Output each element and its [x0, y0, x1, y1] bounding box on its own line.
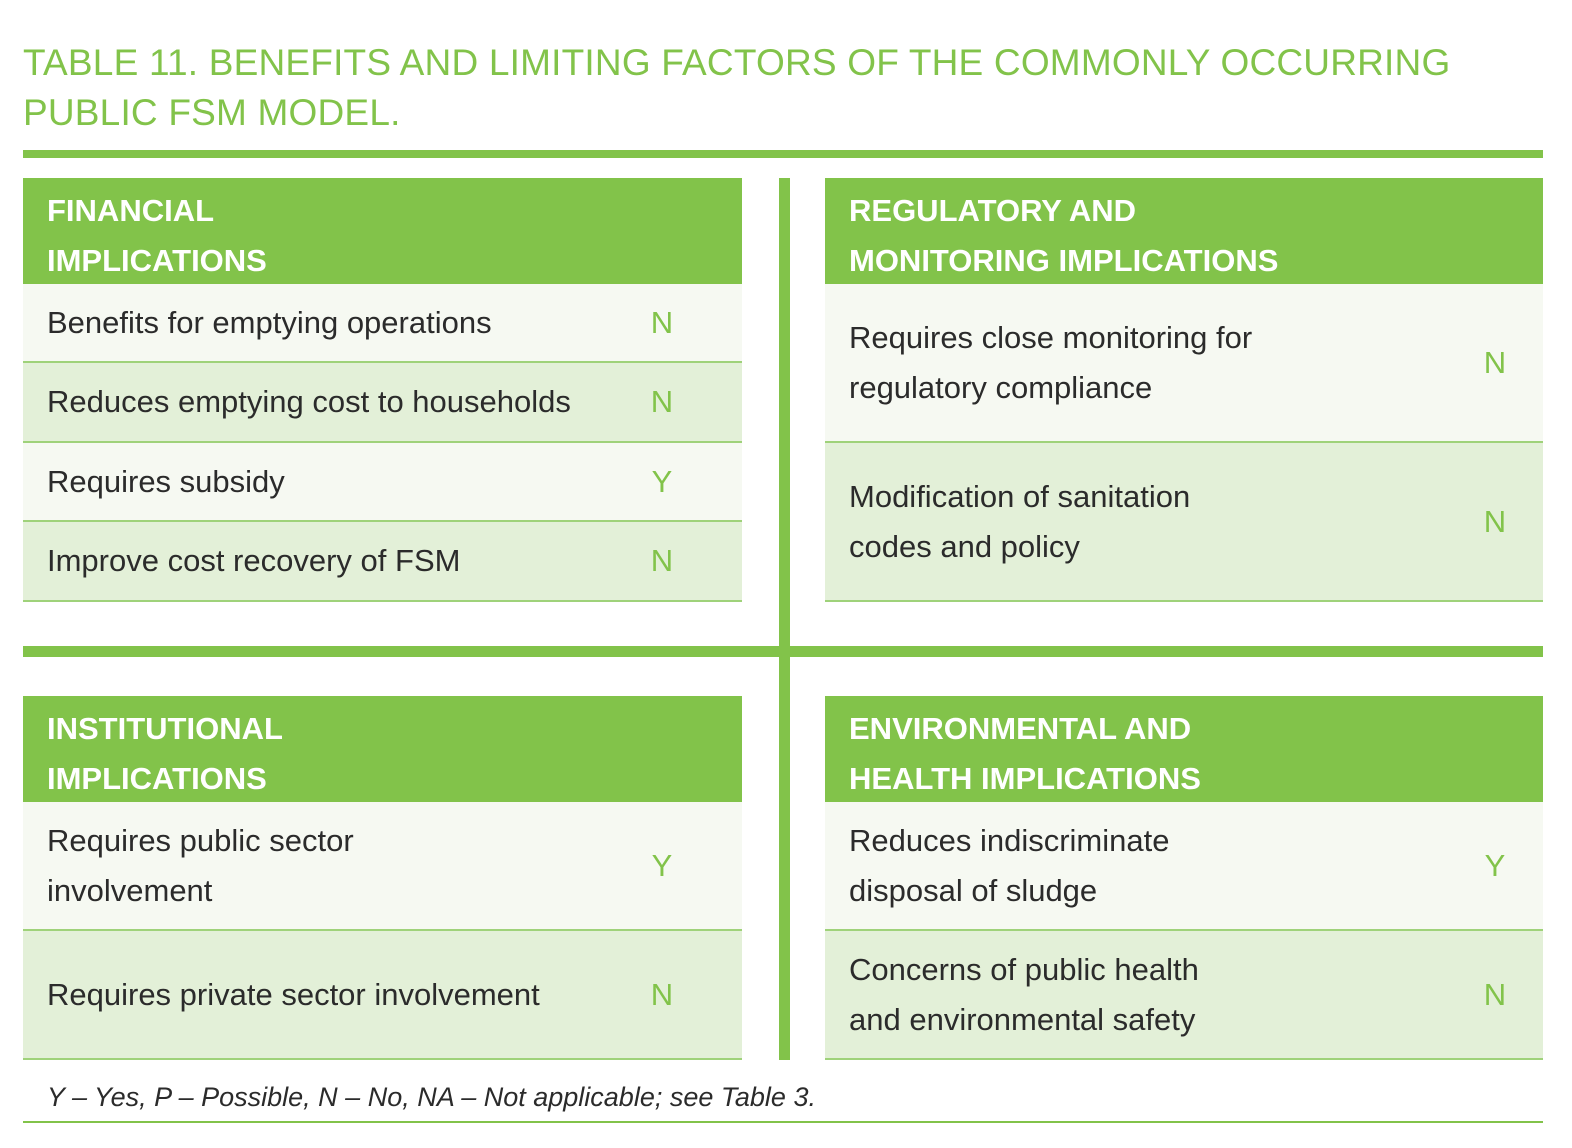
- middle-divider: [23, 646, 1543, 657]
- row-label-line-2: and environmental safety: [849, 1001, 1196, 1037]
- row-label: [23, 816, 614, 916]
- table-row: [23, 443, 742, 522]
- table-row: [23, 802, 742, 931]
- row-label: [825, 945, 1447, 1045]
- table-row: [825, 931, 1543, 1060]
- row-label: Improve cost recovery of FSM: [47, 543, 461, 578]
- row-label: Requires private sector involvement: [47, 976, 540, 1012]
- vertical-divider: [779, 178, 790, 1060]
- row-label-line-1: Modification of sanitation: [849, 478, 1191, 514]
- row-value: N: [1483, 976, 1507, 1012]
- row-label-line-1: Concerns of public health: [849, 951, 1199, 987]
- row-value: Y: [1484, 847, 1506, 883]
- table-row: [23, 931, 742, 1060]
- section-header: [23, 178, 742, 284]
- row-label: [825, 472, 1447, 572]
- row-label: [825, 816, 1447, 916]
- bottom-divider: [23, 1121, 1543, 1123]
- table-title-line-1: TABLE 11. BENEFITS AND LIMITING FACTORS OF THE COMMONLY OCCURRING: [23, 42, 1451, 83]
- section-header: [825, 696, 1543, 802]
- row-value: Y: [651, 847, 673, 883]
- row-label-line-1: Requires public sector: [47, 822, 354, 858]
- section-header-line-1: REGULATORY AND: [849, 193, 1137, 228]
- top-divider: [23, 150, 1543, 158]
- row-label: [825, 313, 1447, 413]
- section-institutional: [23, 696, 742, 1060]
- row-label-line-2: regulatory compliance: [849, 369, 1153, 405]
- row-value: N: [1483, 344, 1507, 380]
- table-row: [825, 284, 1543, 443]
- section-header-line-1: FINANCIAL: [47, 193, 215, 228]
- row-value: N: [650, 976, 674, 1012]
- section-regulatory: [825, 178, 1543, 602]
- table-row: [23, 363, 742, 443]
- row-value: N: [650, 304, 674, 340]
- section-header-line-2: MONITORING IMPLICATIONS: [849, 243, 1279, 278]
- footnote: Y – Yes, P – Possible, N – No, NA – Not applicable; see Table 3.: [47, 1082, 816, 1112]
- row-value: N: [1483, 503, 1507, 539]
- row-value: N: [650, 543, 674, 578]
- row-value: N: [650, 384, 674, 419]
- row-label-line-2: involvement: [47, 872, 213, 908]
- row-label: Requires subsidy: [47, 463, 285, 499]
- table-title-line-2: PUBLIC FSM MODEL.: [23, 92, 401, 133]
- section-header-line-2: IMPLICATIONS: [47, 761, 267, 796]
- row-label-line-1: Reduces indiscriminate: [849, 822, 1170, 858]
- table-row: [825, 802, 1543, 931]
- row-value: Y: [651, 463, 673, 499]
- section-financial: [23, 178, 742, 602]
- row-label: Reduces emptying cost to households: [47, 384, 571, 419]
- row-label: Benefits for emptying operations: [47, 304, 492, 340]
- row-label-line-2: codes and policy: [849, 528, 1080, 564]
- section-header-line-1: INSTITUTIONAL: [47, 711, 283, 746]
- section-header-line-2: HEALTH IMPLICATIONS: [849, 761, 1201, 796]
- table-row: [825, 443, 1543, 602]
- section-header: [825, 178, 1543, 284]
- section-environmental: [825, 696, 1543, 1060]
- table-title: [23, 38, 1523, 138]
- table-row: [23, 284, 742, 363]
- section-header: [23, 696, 742, 802]
- row-label-line-1: Requires close monitoring for: [849, 319, 1253, 355]
- section-header-line-1: ENVIRONMENTAL AND: [849, 711, 1192, 746]
- section-header-line-2: IMPLICATIONS: [47, 243, 267, 278]
- row-label-line-2: disposal of sludge: [849, 872, 1098, 908]
- table-row: [23, 522, 742, 602]
